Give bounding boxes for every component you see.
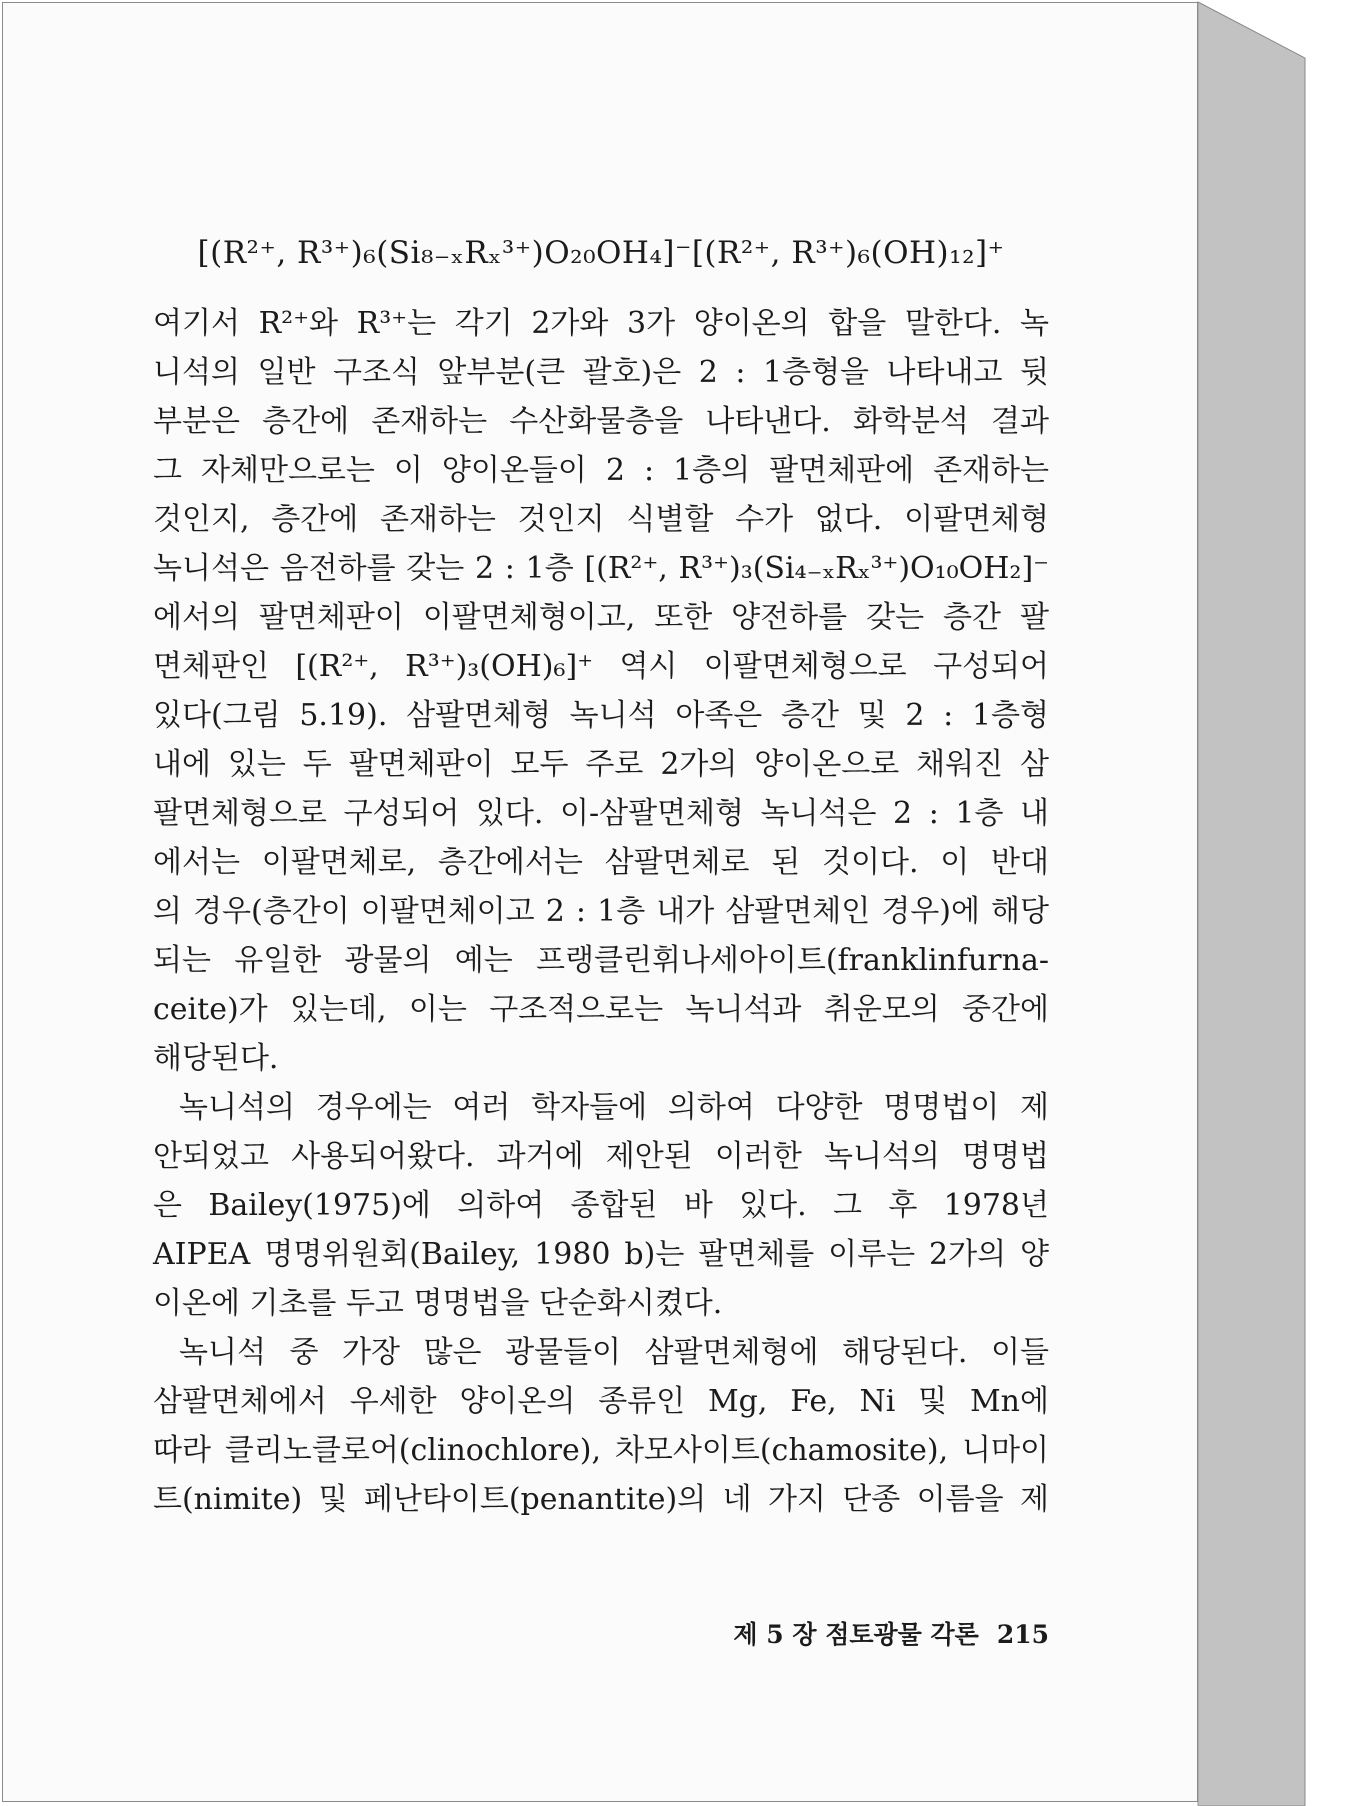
chemical-formula: [(R²⁺, R³⁺)₆(Si₈₋ₓRₓ³⁺)O₂₀OH₄]⁻[(R²⁺, R³⁺)₆(OH)₁₂]⁺ [197,235,1005,271]
text-line: 트(nimite) 및 페난타이트(penantite)의 네 가지 단종 이름을 제 [153,1482,1049,1517]
text-line: 면체판인 [(R²⁺, R³⁺)₃(OH)₆]⁺ 역시 이팔면체형으로 구성되어 [153,649,1049,684]
text-line: 해당된다. [153,1041,279,1076]
text-line: 에서의 팔면체판이 이팔면체형이고, 또한 양전하를 갖는 층간 팔 [153,600,1049,635]
text-line: 따라 클리노클로어(clinochlore), 차모사이트(chamosite), 니마이 [153,1433,1049,1468]
text-line: ceite)가 있는데, 이는 구조적으로는 녹니석과 취운모의 중간에 [153,992,1049,1027]
page-number: 215 [996,1620,1049,1649]
body-text [153,299,1049,1524]
text-line: 것인지, 층간에 존재하는 것인지 식별할 수가 없다. 이팔면체형 [153,502,1049,537]
text-line: AIPEA 명명위원회(Bailey, 1980 b)는 팔면체를 이루는 2가의 양 [153,1237,1049,1272]
text-line: 의 경우(층간이 이팔면체이고 2 : 1층 내가 삼팔면체인 경우)에 해당 [153,894,1049,929]
text-line: 에서는 이팔면체로, 층간에서는 삼팔면체로 된 것이다. 이 반대 [153,845,1049,880]
text-line: 삼팔면체에서 우세한 양이온의 종류인 Mg, Fe, Ni 및 Mn에 [153,1384,1049,1419]
text-line: 이온에 기초를 두고 명명법을 단순화시켰다. [153,1286,723,1321]
text-line: 되는 유일한 광물의 예는 프랭클린휘나세아이트(franklinfurna- [153,943,1049,978]
text-line: 녹니석 중 가장 많은 광물들이 삼팔면체형에 해당된다. 이들 [179,1335,1049,1370]
text-line: 니석의 일반 구조식 앞부분(큰 괄호)은 2 : 1층형을 나타내고 뒷 [153,355,1049,390]
page-footer [603,1615,1049,1651]
text-line: 부분은 층간에 존재하는 수산화물층을 나타낸다. 화학분석 결과 [153,404,1049,439]
text-line: 내에 있는 두 팔면체판이 모두 주로 2가의 양이온으로 채워진 삼 [153,747,1049,782]
text-line: 있다(그림 5.19). 삼팔면체형 녹니석 아족은 층간 및 2 : 1층형 [153,698,1049,733]
text-line: 팔면체형으로 구성되어 있다. 이-삼팔면체형 녹니석은 2 : 1층 내 [153,796,1049,831]
text-line: 여기서 R²⁺와 R³⁺는 각기 2가와 3가 양이온의 합을 말한다. 녹 [153,306,1049,341]
text-line: 녹니석은 음전하를 갖는 2 : 1층 [(R²⁺, R³⁺)₃(Si₄₋ₓRₓ³⁺)O₁₀OH₂]⁻ [153,551,1049,586]
text-line: 은 Bailey(1975)에 의하여 종합된 바 있다. 그 후 1978년 [153,1188,1049,1223]
text-line: 안되었고 사용되어왔다. 과거에 제안된 이러한 녹니석의 명명법 [153,1139,1049,1174]
text-line: 녹니석의 경우에는 여러 학자들에 의하여 다양한 명명법이 제 [179,1090,1049,1125]
text-line: 그 자체만으로는 이 양이온들이 2 : 1층의 팔면체판에 존재하는 [153,453,1049,488]
chapter-title: 제 5 장 점토광물 각론 [733,1620,979,1649]
book-page [2,2,1198,1802]
